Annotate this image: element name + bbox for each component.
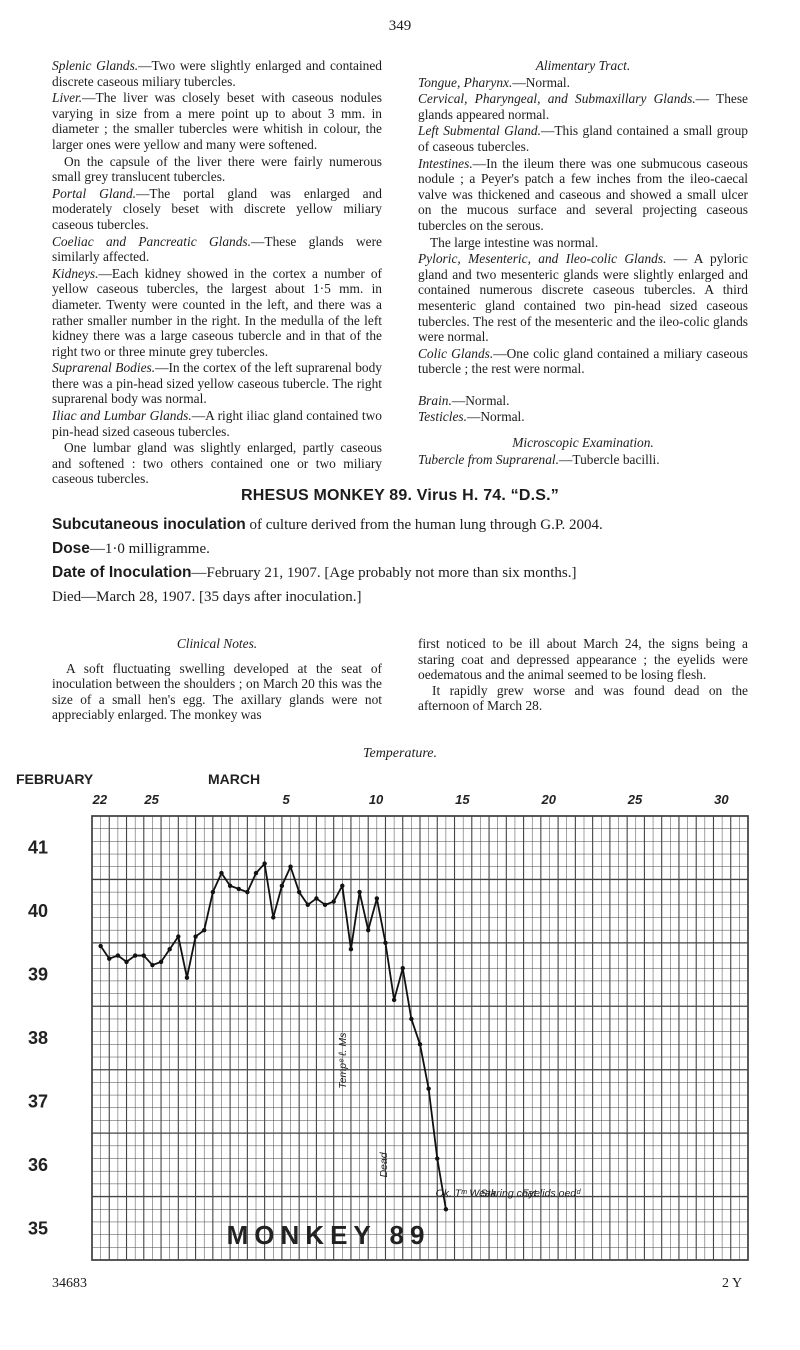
temperature-point: [167, 947, 171, 951]
dose-line: Dose—1·0 milligramme.: [52, 540, 210, 557]
temperature-point: [116, 953, 120, 957]
temperature-point: [150, 963, 154, 967]
right-text: —In the ileum there was one submucous caseous nodule ; a Peyer's patch a few inches from the ileo-caecal valve was thickened and caseous and showed a small ulcer on the mucous surface and several projecting caseous tubercles on the serous.: [418, 155, 748, 233]
temperature-point: [314, 896, 318, 900]
left-text: —In the cortex of the left suprarenal body there was a pin-head sized yellow caseous tubercle. The right suprarenal body was normal.: [52, 360, 382, 407]
temperature-point: [142, 953, 146, 957]
x-tick-label: 30: [714, 792, 729, 807]
x-tick-label: 25: [627, 792, 643, 807]
temperature-point: [280, 884, 284, 888]
temperature-point: [124, 960, 128, 964]
temperature-point: [426, 1087, 430, 1091]
inoculation-line: Subcutaneous inoculation of culture derived from the human lung through G.P. 2004.: [52, 516, 603, 533]
left-paragraph: [52, 360, 382, 407]
month-label: MARCH: [208, 771, 261, 787]
chart-annotation: Eyelids oedᵈ: [521, 1187, 581, 1200]
right-text: — These glands appeared normal.: [418, 91, 748, 122]
x-tick-label: 20: [541, 792, 556, 807]
left-label: Coeliac and Pancreatic Glands.: [52, 233, 251, 249]
temperature-point: [375, 896, 379, 900]
x-tick-label: 22: [92, 792, 108, 807]
x-tick-label: 5: [282, 792, 290, 807]
chart-annotation: Tempᵉ ℓ. Ms: [336, 1032, 349, 1089]
date-line: Date of Inoculation—February 21, 1907. [Age probably not more than six months.]: [52, 564, 577, 581]
left-text: —Two were slightly enlarged and contained discrete caseous miliary tubercles.: [52, 58, 382, 89]
temperature-point: [323, 903, 327, 907]
y-tick-label: 35: [28, 1218, 49, 1239]
left-label: Liver.: [52, 90, 83, 106]
temperature-point: [98, 944, 102, 948]
tubercle-paragraph: Tubercle from Suprarenal.—Tubercle bacilli.: [418, 451, 660, 467]
alimentary-title: Alimentary Tract.: [535, 58, 631, 73]
clinical-right-text-1: first noticed to be ill about March 24, the signs being a staring coat and depressed appearance ; the eyelids were oedematous and the animal seemed to be losing flesh.: [418, 636, 748, 683]
left-text: —These glands were similarly affected.: [52, 233, 382, 265]
left-column: [52, 58, 382, 488]
left-text: One lumbar gland was slightly enlarged, partly caseous and softened : two others contained one or two miliary caseous tubercles.: [52, 440, 382, 487]
page-number: 349: [388, 18, 412, 34]
right-text: —This gland contained a small group of caseous tubercles.: [418, 123, 748, 154]
temperature-point: [176, 934, 180, 938]
y-tick-label: 39: [28, 964, 49, 985]
left-label: Portal Gland.: [52, 185, 137, 201]
temperature-point: [185, 976, 189, 980]
y-tick-label: 37: [28, 1091, 49, 1112]
left-label: Iliac and Lumbar Glands.: [52, 408, 192, 424]
temperature-chart: [0, 760, 800, 1270]
temperature-point: [107, 957, 111, 961]
left-paragraph: [52, 186, 382, 233]
temperature-point: [228, 884, 232, 888]
temperature-point: [133, 953, 137, 957]
temperature-point: [349, 947, 353, 951]
temperature-point: [297, 890, 301, 894]
left-paragraph: [52, 408, 382, 439]
right-label: Intestines.: [418, 155, 473, 171]
temperature-point: [211, 890, 215, 894]
y-tick-label: 38: [28, 1028, 49, 1048]
case-heading: RHESUS MONKEY 89. Virus H. 74. “D.S.”: [240, 487, 560, 504]
clinical-right-text-2: It rapidly grew worse and was found dead on the afternoon of March 28.: [418, 682, 748, 714]
left-text: —A right iliac gland contained two pin-head sized caseous tubercles.: [52, 408, 382, 439]
right-paragraph: [418, 123, 748, 154]
chart-annotation: Ok. Tᵐ Weak: [435, 1187, 497, 1200]
x-tick-label: 15: [455, 792, 470, 807]
testicles-paragraph: Testicles.—Normal.: [418, 409, 525, 425]
right-text: The large intestine was normal.: [430, 234, 599, 250]
left-paragraph: [52, 234, 382, 265]
temperature-point: [254, 871, 258, 875]
temperature-point: [219, 871, 223, 875]
right-paragraph: [418, 346, 748, 377]
microscopic-title: Microscopic Examination.: [512, 435, 654, 451]
temperature-point: [271, 915, 275, 919]
temperature-point: [340, 884, 344, 888]
right-paragraph: [418, 251, 748, 345]
died-line: Died—March 28, 1907. [35 days after inoculation.]: [52, 589, 362, 605]
x-tick-label: 10: [368, 792, 384, 807]
left-label: Kidneys.: [52, 265, 99, 281]
month-label: FEBRUARY: [16, 771, 94, 787]
left-paragraph: [52, 154, 382, 185]
temperature-point: [237, 887, 241, 891]
temperature-point: [159, 960, 163, 964]
temperature-point: [383, 941, 387, 945]
left-label: Suprarenal Bodies.: [52, 360, 156, 376]
y-tick-label: 41: [28, 837, 49, 858]
right-paragraph: [418, 75, 748, 91]
temperature-point: [288, 865, 292, 869]
temperature-point: [418, 1042, 422, 1046]
right-text: —One colic gland contained a miliary caseous tubercle ; the rest were normal.: [418, 345, 748, 377]
right-column: [418, 58, 748, 468]
left-paragraph: [52, 58, 382, 89]
right-paragraph: [418, 235, 748, 251]
alimentary-paragraphs: [418, 75, 748, 377]
temperature-point: [245, 890, 249, 894]
x-tick-label: 25: [144, 792, 159, 807]
right-label: Pyloric, Mesenteric, and Ileo-colic Glands.: [418, 251, 667, 267]
temperature-point: [435, 1156, 439, 1160]
temperature-point: [202, 928, 206, 932]
temperature-point: [357, 890, 361, 894]
right-text: —Normal.: [512, 74, 571, 90]
right-label: Cervical, Pharyngeal, and Submaxillary Glands.: [418, 91, 696, 107]
clinical-title: Clinical Notes.: [176, 636, 258, 651]
left-label: Splenic Glands.: [52, 58, 139, 73]
footer-print-number: 34683: [52, 1276, 87, 1291]
clinical-notes-right: [418, 636, 748, 714]
y-tick-label: 40: [28, 901, 49, 922]
monkey-number-overlay: MONKEY 89: [226, 1220, 431, 1251]
clinical-left-text: A soft fluctuating swelling developed at the seat of inoculation between the shoulders ; on March 20 this was the size of a small hen's egg. The axillary glands were not appreciably enlarged. The monkey was: [52, 660, 382, 723]
chart-annotation: Staring coat: [480, 1187, 537, 1200]
temperature-point: [366, 928, 370, 932]
chart-title: Temperature.: [362, 746, 438, 761]
left-paragraph: [52, 440, 382, 487]
brain-paragraph: Brain.—Normal.: [418, 392, 510, 408]
y-tick-label: 36: [28, 1154, 49, 1175]
right-label: Left Submental Gland.: [418, 123, 541, 139]
temperature-point: [306, 903, 310, 907]
left-text: —Each kidney showed in the cortex a number of yellow caseous tubercles, the largest about 1·5 mm. in diameter. Twenty were counted in the left, and there was a rather smaller number in the right. In the medulla of the left kidney there was a large caseous tubercle and in that of the right two or three minute grey tubercles.: [52, 265, 382, 359]
right-text: — A pyloric gland and two mesenteric glands were slightly enlarged and contained numerous discrete caseous tubercles. A third mesenteric gland contained two pin-head sized caseous tubercles. The rest of the mesenteric and the ileo-colic glands were normal.: [418, 251, 748, 345]
chart-annotation: Dead: [378, 1152, 391, 1178]
temperature-point: [409, 1017, 413, 1021]
right-paragraph: [418, 156, 748, 234]
temperature-point: [262, 861, 266, 865]
temperature-point: [401, 966, 405, 970]
right-label: Tongue, Pharynx.: [418, 74, 513, 90]
right-label: Colic Glands.: [418, 345, 494, 361]
temperature-point: [331, 899, 335, 903]
right-paragraph: [418, 91, 748, 122]
left-text: On the capsule of the liver there were fairly numerous small grey translucent tubercles.: [52, 153, 382, 185]
temperature-point: [444, 1207, 448, 1211]
temperature-point: [193, 934, 197, 938]
footer-signature: 2 Y: [722, 1276, 743, 1291]
left-paragraph: [52, 90, 382, 152]
left-text: —The liver was closely beset with caseous nodules varying in size from a mere point up to about 3 mm. in diameter ; the smaller tubercles were whitish in colour, the larger ones were yellow and many were softened.: [52, 90, 382, 152]
left-paragraph: [52, 266, 382, 360]
clinical-notes-left: [52, 636, 382, 723]
left-text: —The portal gland was enlarged and moderately closely beset with discrete yellow miliary caseous tubercles.: [52, 185, 382, 232]
temperature-point: [392, 998, 396, 1002]
